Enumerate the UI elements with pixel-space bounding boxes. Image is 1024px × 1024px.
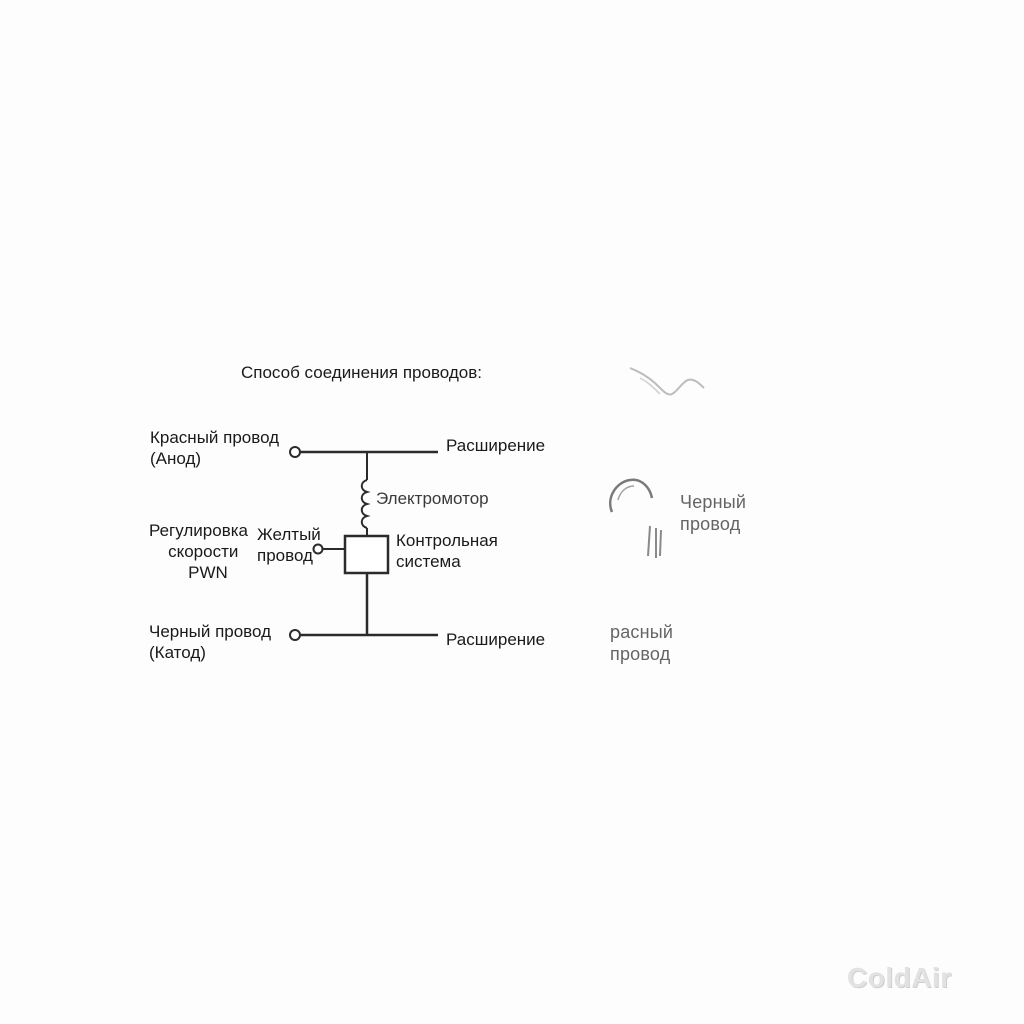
anode-terminal <box>290 447 300 457</box>
wire-sketch-hook-icon <box>610 480 652 512</box>
wire-sketch-top-icon <box>630 368 704 395</box>
red-wire-label: Красный провод (Анод) <box>150 428 280 468</box>
pwm-speed-label: Регулировка скорости PWN <box>149 521 248 582</box>
wire-sketch-hook2-icon <box>618 486 634 500</box>
cathode-terminal <box>290 630 300 640</box>
photo-red-wire-label: расный провод <box>610 622 674 664</box>
extension-bottom-label: Расширение <box>446 630 546 649</box>
control-system-box <box>345 536 388 573</box>
photo-black-wire-label: Черный провод <box>680 492 747 534</box>
motor-coil-icon <box>362 480 367 528</box>
diagram-title: Способ соединения проводов: <box>241 363 483 382</box>
control-system-label: Контрольная система <box>396 531 498 571</box>
yellow-wire-label: Желтый провод <box>257 525 321 565</box>
motor-label: Электромотор <box>376 489 489 508</box>
watermark-logo: ColdAir <box>847 962 952 993</box>
black-wire-label: Черный провод (Катод) <box>149 622 272 662</box>
wire-sketch-strands-icon <box>648 526 661 558</box>
extension-top-label: Расширение <box>446 436 546 455</box>
